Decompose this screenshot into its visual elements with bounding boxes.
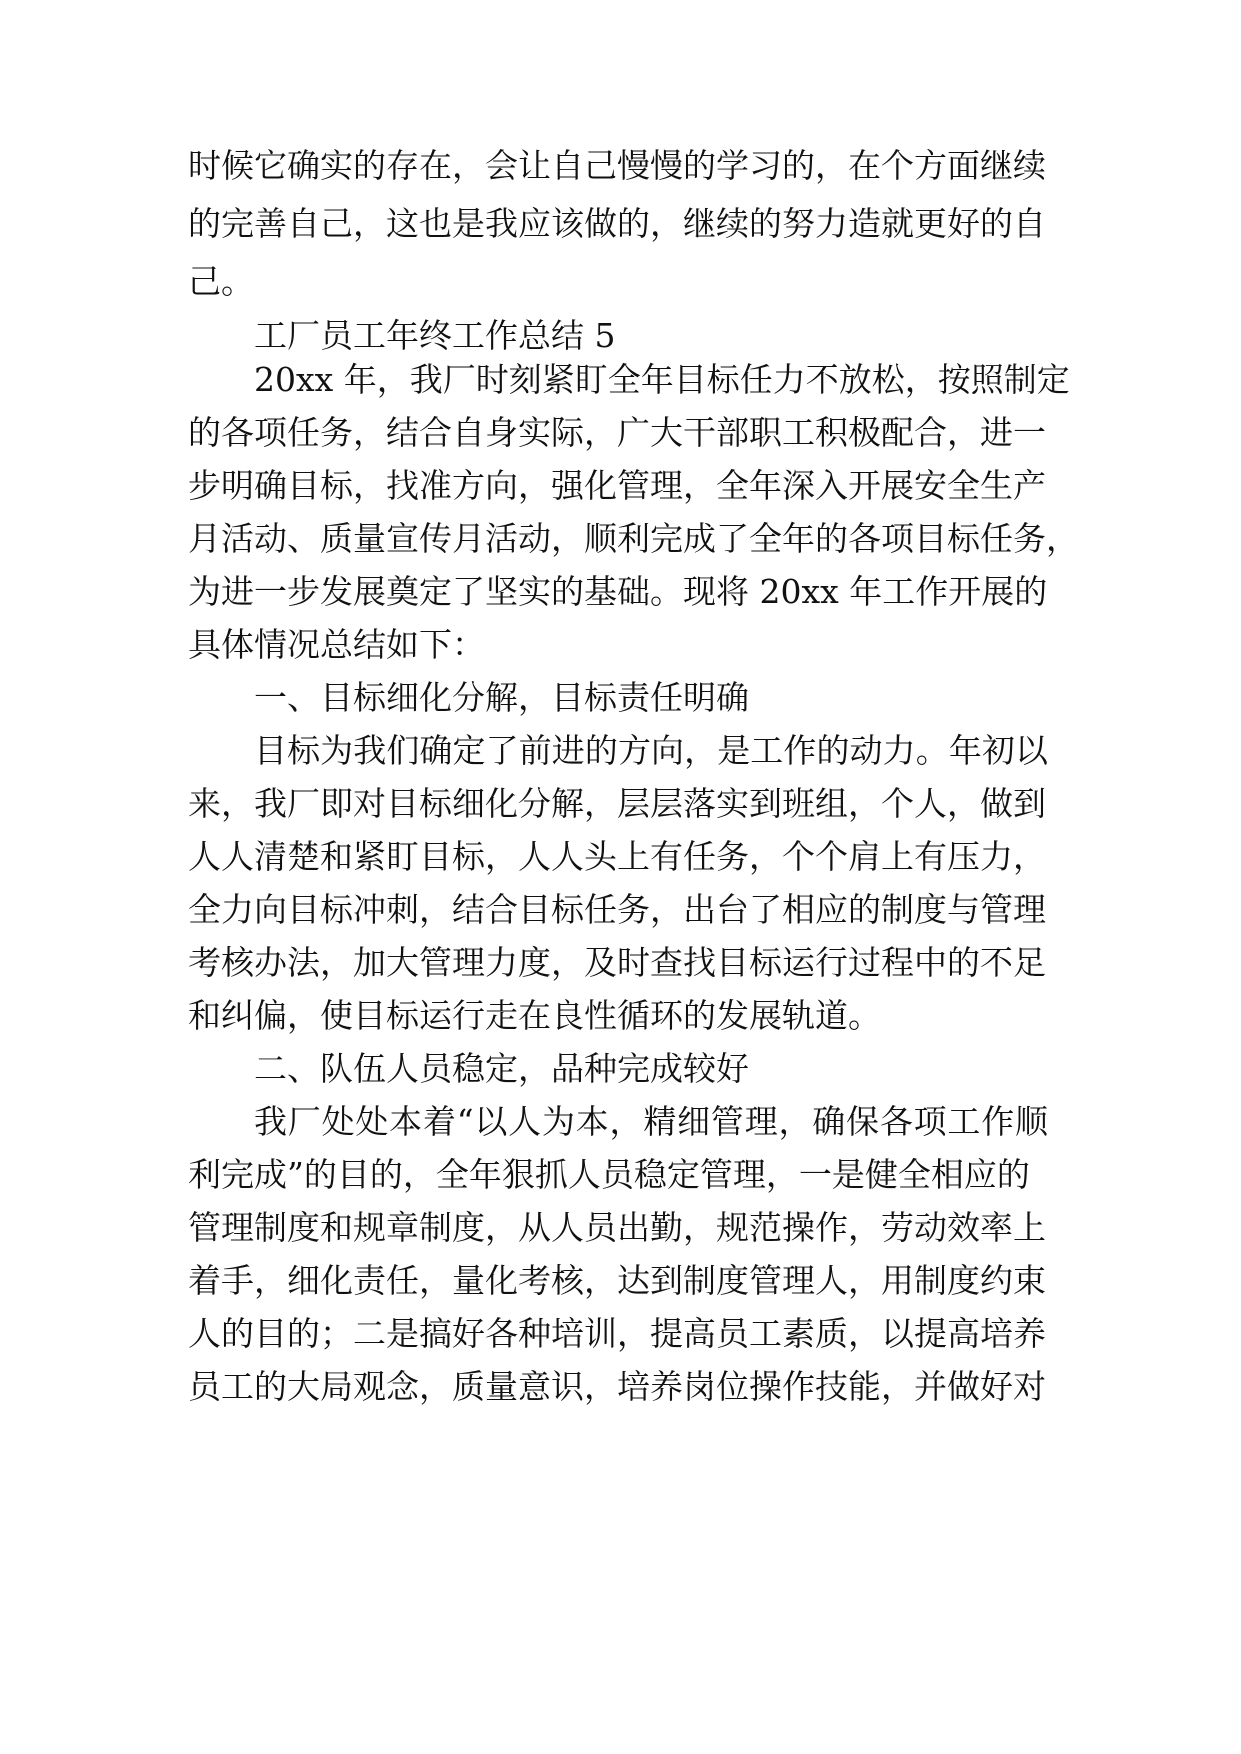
- paragraph-line-13: 来，我厂即对目标细化分解，层层落实到班组，个人，做到: [188, 784, 1046, 823]
- paragraph-line-5: 20xx 年，我厂时刻紧盯全年目标任力不放松，按照制定: [254, 360, 1070, 399]
- paragraph-line-12: 目标为我们确定了前进的方向，是工作的动力。年初以: [254, 731, 1048, 770]
- paragraph-line-21: 管理制度和规章制度，从人员出勤，规范操作，劳动效率上: [188, 1208, 1046, 1247]
- paragraph-line-22: 着手，细化责任，量化考核，达到制度管理人，用制度约束: [188, 1261, 1046, 1300]
- section-heading: 工厂员工年终工作总结 5: [254, 316, 616, 355]
- paragraph-line-23: 人的目的；二是搞好各种培训，提高员工素质，以提高培养: [188, 1314, 1046, 1353]
- paragraph-line-14: 人人清楚和紧盯目标，人人头上有任务，个个肩上有压力，: [188, 837, 1046, 876]
- paragraph-line-16: 考核办法，加大管理力度，及时查找目标运行过程中的不足: [188, 943, 1046, 982]
- paragraph-line-7: 步明确目标，找准方向，强化管理，全年深入开展安全生产: [188, 466, 1046, 505]
- subheading-1: 一、目标细化分解，目标责任明确: [254, 678, 749, 717]
- paragraph-line-15: 全力向目标冲刺，结合目标任务，出台了相应的制度与管理: [188, 890, 1046, 929]
- paragraph-line-8: 月活动、质量宣传月活动，顺利完成了全年的各项目标任务，: [188, 519, 1079, 558]
- paragraph-line-10: 具体情况总结如下：: [188, 625, 485, 664]
- paragraph-line-19: 我厂处处本着“以人为本，精细管理，确保各项工作顺: [254, 1102, 1048, 1141]
- paragraph-line-24: 员工的大局观念，质量意识，培养岗位操作技能，并做好对: [188, 1367, 1046, 1406]
- paragraph-line-17: 和纠偏，使目标运行走在良性循环的发展轨道。: [188, 996, 881, 1035]
- subheading-2: 二、队伍人员稳定，品种完成较好: [254, 1049, 749, 1088]
- paragraph-line-6: 的各项任务，结合自身实际，广大干部职工积极配合，进一: [188, 413, 1046, 452]
- paragraph-line-20: 利完成”的目的，全年狠抓人员稳定管理，一是健全相应的: [188, 1155, 1030, 1194]
- paragraph-line-1: 时候它确实的存在，会让自己慢慢的学习的，在个方面继续: [188, 146, 1046, 185]
- paragraph-line-2: 的完善自己，这也是我应该做的，继续的努力造就更好的自: [188, 204, 1046, 243]
- paragraph-line-9: 为进一步发展奠定了坚实的基础。现将 20xx 年工作开展的: [188, 572, 1048, 611]
- paragraph-line-3: 己。: [188, 262, 254, 301]
